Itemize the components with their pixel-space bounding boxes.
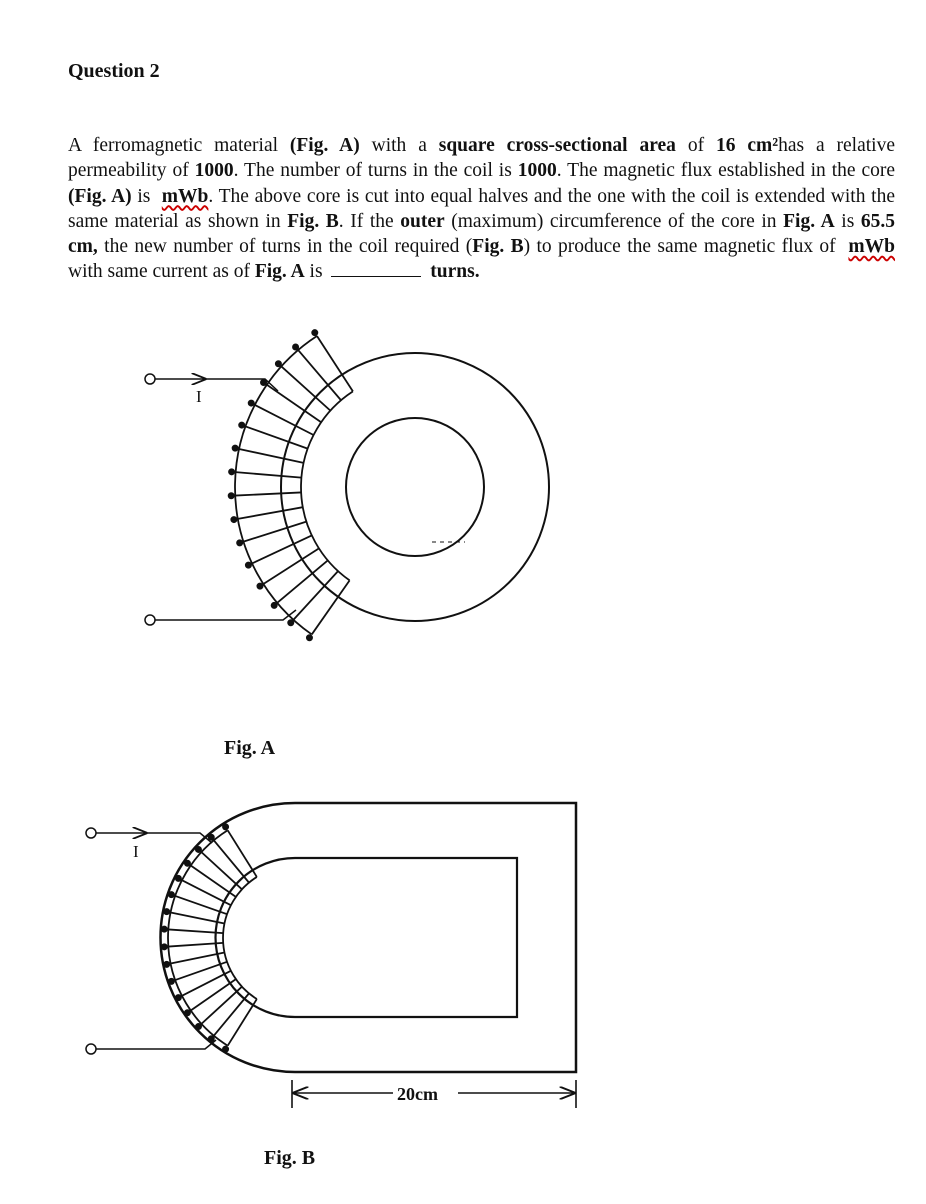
coil-dot [288,620,293,625]
coil-dot [209,1036,214,1041]
coil-turn [214,993,249,1035]
coil-turn [312,580,350,634]
fig-b-current-label: I [133,842,139,861]
coil-turn [238,507,303,519]
question-text: A ferromagnetic material (Fig. A) with a square cross-sectional area of 16 cm²has a relative permeability of 1000. The number of turns in the coil is 1000. The magnetic flux established in the core (Fig. A) is mWb. The above core is cut into equal halves and the one with the coil is extended with the same material as shown in Fig. B. If the outer (maximum) circumference of the core in Fig. A is 65.5 cm, the new number of turns in the coil required (Fig. B) to produce the same magnetic flux of mWb with same current as of Fig. A is turns. [68,135,896,283]
flux-unit-2: mWb [848,236,896,258]
fig-b-coil-windings [162,824,257,1051]
coil-dot [169,892,174,897]
coil-dot [185,861,190,866]
coil-dot [257,584,262,589]
coil-turn [267,385,321,422]
coil-dot [162,944,167,949]
coil-turn [239,449,304,463]
coil-dot [239,422,244,427]
coil-turn [235,492,301,495]
coil-dot [272,603,277,608]
coil-dot [237,540,242,545]
dimension-label: 20cm [397,1084,438,1104]
coil-turn [201,987,242,1024]
coil-dot [223,824,228,829]
coil-dot [162,927,167,932]
coil-dot [164,909,169,914]
coil-dot [307,635,312,640]
fig-b-diagram [86,803,576,1108]
fig-a-diagram [145,330,549,640]
coil-dot [312,330,317,335]
fig-a-lead-top [145,374,278,391]
fig-b-lead-bottom [86,1040,216,1054]
coil-dot [233,446,238,451]
coil-turn [228,999,257,1046]
toroid-outer-ring [281,353,549,621]
fig-a-label: Fig. A [224,737,276,759]
flux-unit: mWb [161,185,209,207]
coil-turn [171,952,225,963]
coil-turn [191,866,236,897]
coil-dot [164,962,169,967]
coil-dot [261,380,266,385]
coil-dot [196,1024,201,1029]
coil-turn [171,912,225,923]
coil-dot [209,835,214,840]
coil-turn [243,522,306,542]
coil-dot [246,563,251,568]
coil-turn [191,979,236,1010]
fig-a-lead-bottom [145,610,296,625]
coil-dot [196,847,201,852]
fig-b-label: Fig. B [264,1147,316,1169]
coil-dot [169,979,174,984]
coil-turn [246,426,308,448]
coil-dot [229,493,234,498]
coil-dot [276,361,281,366]
question-heading: Question 2 [68,60,160,82]
coil-dot [176,876,181,881]
coil-turn [214,840,249,882]
coil-dot [223,1046,228,1051]
coil-dot [176,995,181,1000]
toroid-inner-ring [346,418,484,556]
coil-dot [249,400,254,405]
coil-dot [185,1010,190,1015]
coil-turn [236,472,302,477]
coil-turn [201,852,242,889]
coil-dot [231,517,236,522]
fig-b-lead-top [86,828,212,843]
fig-a-current-label: I [196,387,202,406]
coil-dot [293,344,298,349]
coil-turn [228,830,257,877]
c-core-inner [215,858,517,1017]
coil-turn [317,336,353,391]
coil-dot [229,469,234,474]
